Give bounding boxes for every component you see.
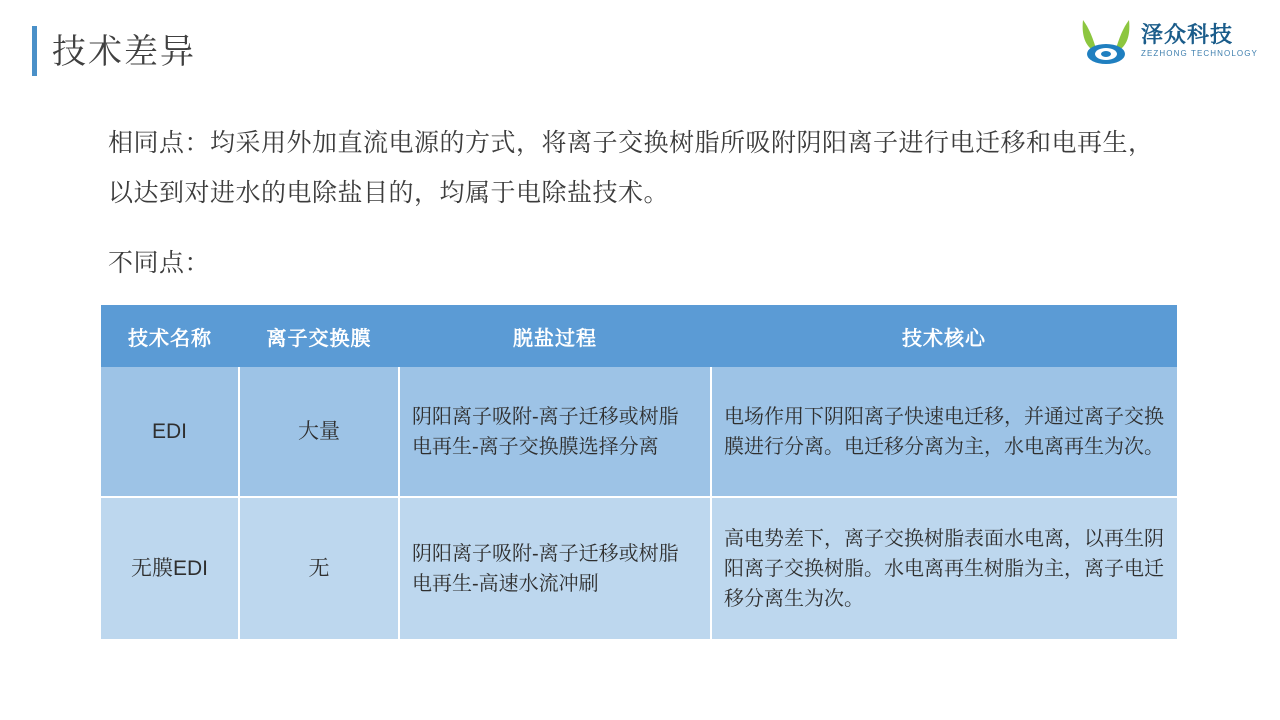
title-accent-bar (32, 26, 37, 76)
cell-technology-name: 无膜EDI (101, 497, 239, 639)
logo-mark-icon (1079, 16, 1133, 66)
cell-process: 阴阳离子吸附-离子迁移或树脂电再生-高速水流冲刷 (399, 497, 711, 639)
cell-membrane: 无 (239, 497, 399, 639)
cell-membrane: 大量 (239, 367, 399, 497)
table-header-row (101, 305, 1177, 367)
paragraph-differences-label: 不同点： (108, 249, 211, 277)
comparison-table (101, 305, 1177, 639)
paragraph-similarities: 相同点：均采用外加直流电源的方式，将离子交换树脂所吸附阴阳离子进行电迁移和电再生，以达到对进水的电除盐目的，均属于电除盐技术。 (108, 129, 1154, 207)
logo-text (1141, 24, 1258, 58)
logo-company-name-en: ZEZHONG TECHNOLOGY (1141, 49, 1258, 58)
table-row (101, 497, 1177, 639)
column-header-core: 技术核心 (711, 305, 1177, 367)
slide-header (0, 0, 1280, 96)
column-header-process: 脱盐过程 (399, 305, 711, 367)
table-row (101, 367, 1177, 497)
cell-core: 高电势差下，离子交换树脂表面水电离，以再生阴阳离子交换树脂。水电离再生树脂为主，离子电迁移分离生为次。 (711, 497, 1177, 639)
logo-company-name-cn: 泽众科技 (1141, 22, 1234, 47)
column-header-name: 技术名称 (101, 305, 239, 367)
company-logo (1079, 16, 1258, 66)
page-title: 技术差异 (52, 33, 196, 71)
column-header-membrane: 离子交换膜 (239, 305, 399, 367)
cell-technology-name: EDI (101, 367, 239, 497)
cell-core: 电场作用下阴阳离子快速电迁移，并通过离子交换膜进行分离。电迁移分离为主，水电离再生为次。 (711, 367, 1177, 497)
cell-process: 阴阳离子吸附-离子迁移或树脂电再生-离子交换膜选择分离 (399, 367, 711, 497)
